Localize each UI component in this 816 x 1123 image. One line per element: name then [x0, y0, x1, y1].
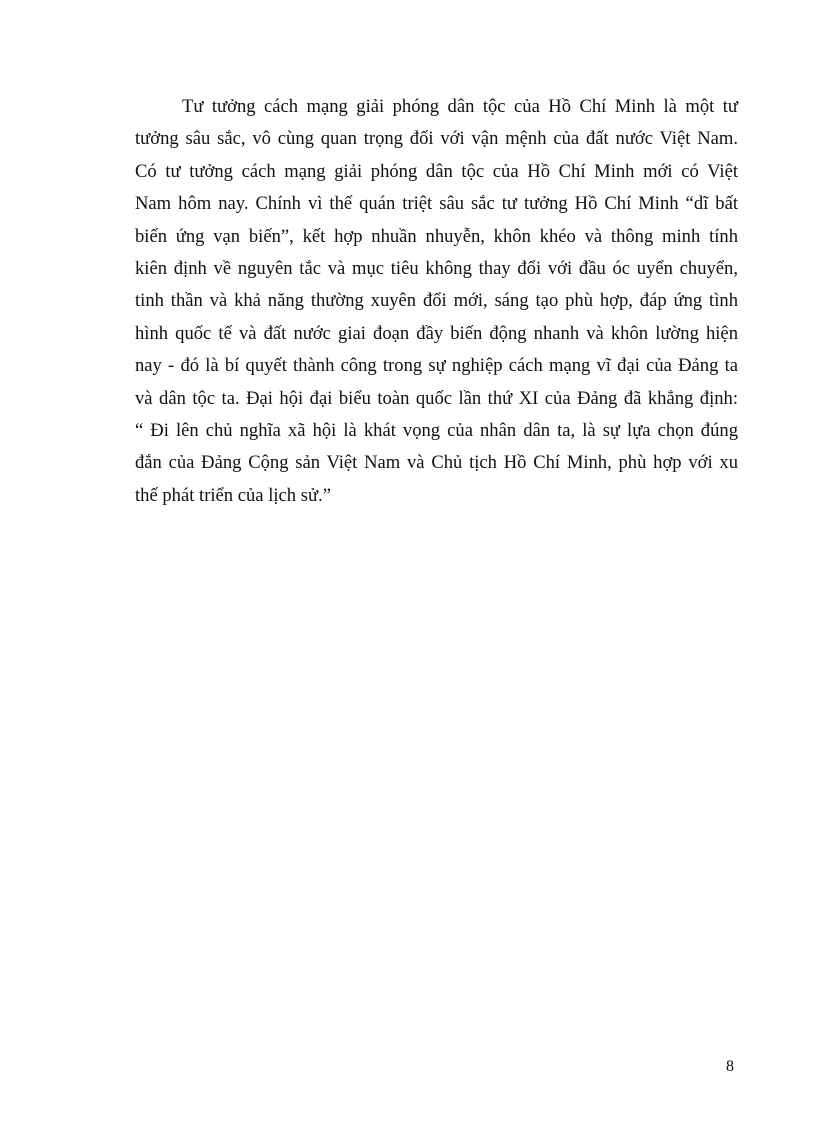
- paragraph-line: “ Đi lên chủ nghĩa xã hội là khát vọng của nhân dân ta, là sự lựa chọn đúng: [135, 419, 738, 441]
- paragraph-line: nay - đó là bí quyết thành công trong sự nghiệp cách mạng vĩ đại của Đảng ta: [135, 355, 738, 377]
- paragraph-line: biến ứng vạn biến”, kết hợp nhuần nhuyễn, khôn khéo và thông minh tính: [135, 225, 738, 247]
- paragraph-line: đắn của Đảng Cộng sản Việt Nam và Chủ tịch Hồ Chí Minh, phù hợp với xu: [135, 452, 738, 474]
- paragraph-line: tưởng sâu sắc, vô cùng quan trọng đối với vận mệnh của đất nước Việt Nam.: [135, 128, 738, 150]
- body-paragraph: [135, 91, 738, 512]
- paragraph-line: kiên định về nguyên tắc và mục tiêu không thay đổi với đầu óc uyển chuyển,: [135, 257, 738, 279]
- paragraph-line: hình quốc tế và đất nước giai đoạn đầy biến động nhanh và khôn lường hiện: [135, 322, 738, 344]
- paragraph-line: Có tư tưởng cách mạng giải phóng dân tộc của Hồ Chí Minh mới có Việt: [135, 160, 738, 182]
- paragraph-line: Nam hôm nay. Chính vì thế quán triệt sâu sắc tư tưởng Hồ Chí Minh “dĩ bất: [135, 193, 738, 215]
- paragraph-line: Tư tưởng cách mạng giải phóng dân tộc của Hồ Chí Minh là một tư: [182, 96, 738, 117]
- paragraph-line: thế phát triển của lịch sử.”: [135, 484, 331, 506]
- paragraph-line: tinh thần và khả năng thường xuyên đổi mới, sáng tạo phù hợp, đáp ứng tình: [135, 290, 738, 312]
- page-number: 8: [726, 1058, 734, 1075]
- paragraph-line: và dân tộc ta. Đại hội đại biểu toàn quốc lần thứ XI của Đảng đã khẳng định:: [135, 387, 738, 409]
